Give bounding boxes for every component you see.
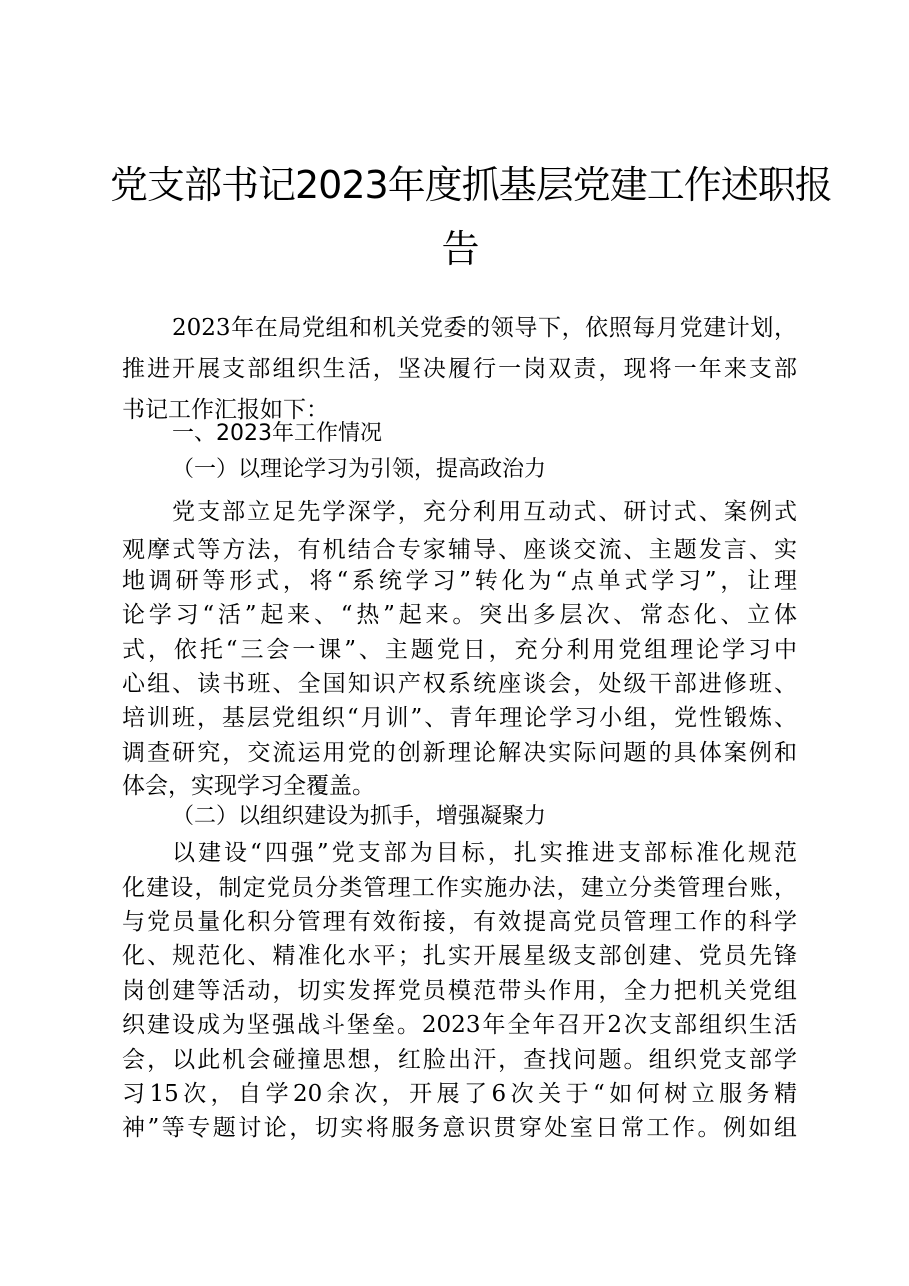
- paragraph-line: 培训班，基层党组织“月训”、青年理论学习小组，党性锻炼、: [122, 705, 797, 731]
- paragraph-line: 以建设“四强”党支部为目标，扎实推进支部标准化规范: [172, 840, 797, 866]
- paragraph-line: 会，以此机会碰撞思想，红脸出汗，查找问题。组织党支部学: [122, 1047, 797, 1073]
- paragraph-line: 观摩式等方法，有机结合专家辅导、座谈交流、主题发言、实: [122, 537, 797, 563]
- paragraph-line: 式，依托“三会一课”、主题党日，充分利用党组理论学习中: [122, 637, 797, 663]
- paragraph-line: 化、规范化、精准化水平；扎实开展星级支部创建、党员先锋: [122, 943, 797, 969]
- paragraph-line: 论学习“活”起来、“热”起来。突出多层次、常态化、立体: [122, 602, 797, 628]
- section-heading: 一、2023年工作情况: [172, 421, 382, 446]
- paragraph-line: 2023年在局党组和机关党委的领导下，依照每月党建计划，: [172, 315, 797, 341]
- paragraph-line: 织建设成为坚强战斗堡垒。2023年全年召开2次支部组织生活: [122, 1012, 797, 1038]
- paragraph-line: 神”等专题讨论，切实将服务意识贯穿处室日常工作。例如组: [122, 1115, 797, 1141]
- paragraph-line: 地调研等形式，将“系统学习”转化为“点单式学习”，让理: [122, 568, 797, 594]
- subsection-heading: （一）以理论学习为引领，提高政治力: [172, 457, 547, 482]
- paragraph-line: 岗创建等活动，切实发挥党员模范带头作用，全力把机关党组: [122, 978, 797, 1004]
- subsection-heading: （二）以组织建设为抓手，增强凝聚力: [172, 804, 547, 829]
- paragraph-line: 与党员量化积分管理有效衔接，有效提高党员管理工作的科学: [122, 909, 797, 935]
- document-title-line-2: 告: [441, 227, 479, 271]
- paragraph-line: 心组、读书班、全国知识产权系统座谈会，处级干部进修班、: [122, 671, 797, 697]
- paragraph-line: 党支部立足先学深学，充分利用互动式、研讨式、案例式: [172, 499, 797, 525]
- paragraph-line: 书记工作汇报如下：: [122, 397, 329, 423]
- document-title-line-1: 党支部书记2023年度抓基层党建工作述职报: [110, 163, 832, 207]
- paragraph-line: 推进开展支部组织生活，坚决履行一岗双责，现将一年来支部: [122, 356, 797, 382]
- paragraph-line: 调查研究，交流运用党的创新理论解决实际问题的具体案例和: [122, 740, 797, 766]
- paragraph-line: 习15次，自学20余次，开展了6次关于“如何树立服务精: [122, 1081, 797, 1107]
- paragraph-line: 体会，实现学习全覆盖。: [122, 773, 375, 799]
- paragraph-line: 化建设，制定党员分类管理工作实施办法，建立分类管理台账，: [122, 875, 797, 901]
